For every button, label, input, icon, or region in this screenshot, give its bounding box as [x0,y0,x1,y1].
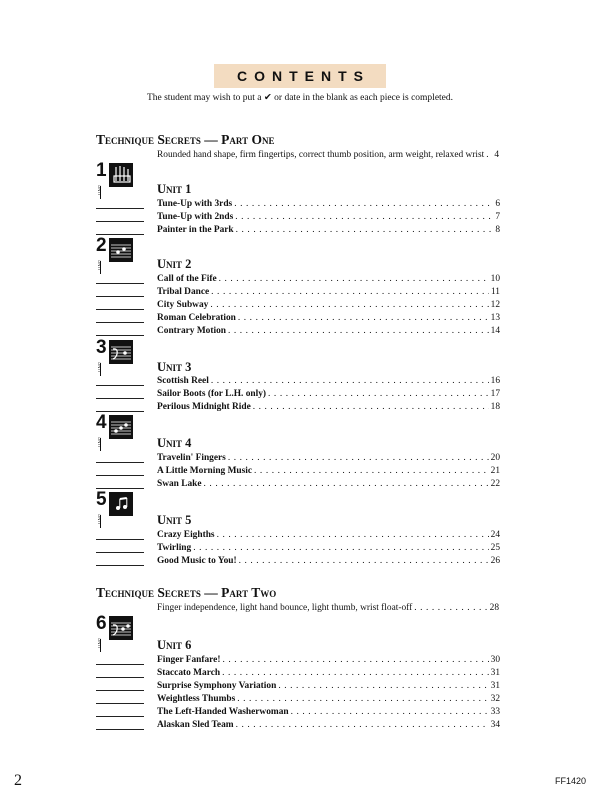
piece-title: Contrary Motion [157,326,226,336]
dot-leader [222,655,488,665]
list-item [96,272,500,284]
dot-leader [236,225,494,235]
part-two-heading: Technique Secrets — Part Two [96,585,277,600]
instruction-text: The student may wish to put a ✔ or date in the blank as each piece is completed. [146,93,454,103]
piece-title: Tune-Up with 2nds [157,212,234,222]
page-number: 26 [490,556,500,566]
completion-blank[interactable] [96,213,144,222]
piece-title: Swan Lake [157,479,202,489]
list-item [96,197,500,209]
piece-title: Call of the Fife [157,274,217,284]
unit-2-heading: Unit 2 [157,257,192,271]
dot-leader [239,556,489,566]
dot-leader [204,479,489,489]
list-item [96,374,500,386]
list-item [96,451,500,463]
dot-leader [193,543,488,553]
completion-blank[interactable] [96,226,144,235]
dot-leader [414,603,487,613]
list-item [96,324,500,336]
page-number: 14 [490,326,500,336]
unit-6-heading: Unit 6 [157,638,192,652]
dot-leader [268,389,489,399]
unit-6-icon [96,613,136,652]
completion-blank[interactable] [96,557,144,566]
page-number: 34 [490,720,500,730]
list-item [96,477,500,489]
list-item [96,210,500,222]
unit-5-heading: Unit 5 [157,513,192,527]
page-number: 31 [490,681,500,691]
dot-leader [237,694,488,704]
unit-number: 4 [96,412,107,433]
unit-number: 3 [96,337,107,358]
footer-code: FF1420 [554,776,586,786]
list-item [96,679,500,691]
piece-title: Sailor Boots (for L.H. only) [157,389,267,399]
list-item [96,298,500,310]
unit-number: 1 [96,160,107,181]
piece-title: Tribal Dance [157,287,210,297]
piece-title: Painter in the Park [157,225,234,235]
unit-1-heading: Unit 1 [157,182,192,196]
list-item [96,705,500,717]
dot-leader [211,287,489,297]
unit-2-icon [96,235,136,274]
dot-leader [291,707,489,717]
unit-side-label: UNIT [97,638,102,650]
completion-blank[interactable] [96,200,144,209]
completion-blank[interactable] [96,314,144,323]
unit-side-label: UNIT [97,437,102,449]
page-number: 12 [490,300,500,310]
list-item [96,653,500,665]
completion-blank[interactable] [96,403,144,412]
list-item [96,666,500,678]
list-item [96,285,500,297]
dot-leader [217,530,489,540]
list-item [96,311,500,323]
completion-blank[interactable] [96,467,144,476]
unit-3-heading: Unit 3 [157,360,192,374]
piece-title: Staccato March [157,668,221,678]
dot-leader [219,274,489,284]
footer-page-number: 2 [14,772,22,789]
piece-title: Crazy Eighths [157,530,215,540]
page-number: 18 [490,402,500,412]
piece-title: Travelin' Fingers [157,453,226,463]
page-number: 11 [490,287,500,297]
eighth-notes-icon [109,492,133,516]
dot-leader [228,453,489,463]
part-two-description [157,603,499,613]
completion-blank[interactable] [96,531,144,540]
completion-blank[interactable] [96,390,144,399]
page-number: 10 [490,274,500,284]
completion-blank[interactable] [96,275,144,284]
dot-leader [235,212,493,222]
clef-staff-icon [109,616,133,640]
piece-title: Perilous Midnight Ride [157,402,251,412]
completion-blank[interactable] [96,544,144,553]
unit-1-icon [96,160,136,199]
page-number: 6 [495,199,500,209]
unit-number: 2 [96,235,107,256]
unit-4-icon [96,412,136,451]
part-two-description-text: Finger independence, light hand bounce, light thumb, wrist float-off [157,603,413,613]
list-item [96,528,500,540]
page-title: CONTENTS [237,68,370,84]
piece-title: Scottish Reel [157,376,209,386]
list-item [96,223,500,235]
dot-leader [222,668,489,678]
page-number: 30 [490,655,500,665]
unit-side-label: UNIT [97,185,102,197]
list-item [96,692,500,704]
music-staff-icon [109,238,133,262]
dot-leader [238,313,489,323]
list-item [96,400,500,412]
page-number: 33 [490,707,500,717]
piece-title: Weightless Thumbs [157,694,236,704]
piece-title: Good Music to You! [157,556,237,566]
unit-side-label: UNIT [97,260,102,272]
page-number: 16 [490,376,500,386]
piece-title: The Left-Handed Washerwoman [157,707,289,717]
list-item [96,554,500,566]
bass-clef-staff-icon [109,340,133,364]
page-number: 24 [490,530,500,540]
completion-blank[interactable] [96,377,144,386]
dot-leader [253,402,489,412]
music-notes-icon [109,415,133,439]
unit-5-icon [96,489,136,528]
completion-blank[interactable] [96,721,144,730]
part-one-description [157,150,499,160]
dot-leader [210,300,488,310]
piece-title: Twirling [157,543,192,553]
part-two-page: 28 [489,603,499,613]
completion-blank[interactable] [96,669,144,678]
unit-4-heading: Unit 4 [157,436,192,450]
piano-hand-icon [109,163,133,187]
piece-title: Finger Fanfare! [157,655,221,665]
page-number: 25 [490,543,500,553]
list-item [96,541,500,553]
contents-banner [214,64,386,88]
completion-blank[interactable] [96,301,144,310]
unit-number: 5 [96,489,107,510]
unit-side-label: UNIT [97,362,102,374]
list-item [96,464,500,476]
dot-leader [278,681,488,691]
piece-title: A Little Morning Music [157,466,253,476]
dot-leader [234,199,493,209]
page-number: 8 [495,225,500,235]
part-one-heading: Technique Secrets — Part One [96,132,275,147]
unit-3-icon [96,337,136,376]
part-one-page: 4 [494,150,499,160]
dot-leader [486,150,492,160]
page-number: 22 [490,479,500,489]
dot-leader [254,466,489,476]
piece-title: City Subway [157,300,209,310]
piece-title: Surprise Symphony Variation [157,681,277,691]
piece-title: Tune-Up with 3rds [157,199,233,209]
page-number: 7 [495,212,500,222]
piece-title: Roman Celebration [157,313,236,323]
piece-title: Alaskan Sled Team [157,720,234,730]
completion-blank[interactable] [96,327,144,336]
page-number: 31 [490,668,500,678]
completion-blank[interactable] [96,695,144,704]
completion-blank[interactable] [96,454,144,463]
list-item [96,718,500,730]
completion-blank[interactable] [96,656,144,665]
unit-number: 6 [96,613,107,634]
completion-blank[interactable] [96,708,144,717]
page-number: 17 [490,389,500,399]
unit-side-label: UNIT [97,514,102,526]
page-number: 13 [490,313,500,323]
dot-leader [211,376,489,386]
page-number: 21 [490,466,500,476]
page-number: 32 [490,694,500,704]
completion-blank[interactable] [96,288,144,297]
list-item [96,387,500,399]
dot-leader [236,720,489,730]
completion-blank[interactable] [96,682,144,691]
completion-blank[interactable] [96,480,144,489]
part-one-description-text: Rounded hand shape, firm fingertips, correct thumb position, arm weight, relaxed wrist [157,150,485,160]
dot-leader [228,326,489,336]
page-number: 20 [490,453,500,463]
